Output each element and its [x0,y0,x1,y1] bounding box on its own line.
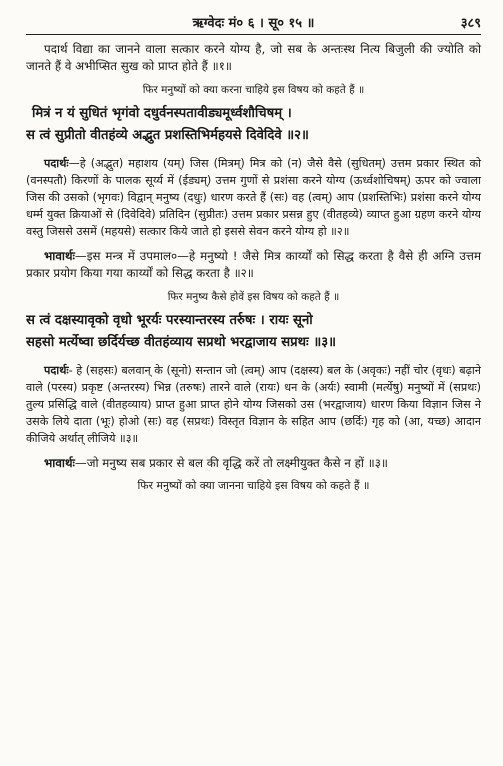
bhavartha-text: —जो मनुष्य सब प्रकार से बल की वृद्धि करें तो लक्ष्मीयुक्त कैसे न हों ॥३॥ [74,456,388,470]
padartha-text: - हे (सहसः) बलवान् के (सूनो) सन्तान जो (त्वम्) आप (दक्षस्य) बल के (अवृकः) नहीं चोर (वृधः) बढ़ाने वाले (परस्य) प्रकृष्ट (अन्तरस्य) भिन्न (तरुषः) तारने वाले (रायः) धन के (अर्यः) स्वामी (मर्त्येषु) मनुष्यों में (सप्रथः) तुल्य प्रसिद्धि वाले (वीतहव्याय) प्राप्त हुआ प्राप्त होने योग्य जिसको उस (भरद्वाजाय) धारण किया विज्ञान जिस ने उसके लिये दाता (भूः) होओ (सः) वह (सप्रथः) विस्तृत विज्ञान के सहित आप (छर्दिः) गृह को (आ, यच्छ) आदान कीजिये अर्थात् लीजिये ॥३॥ [26,364,481,445]
mantra-line: स त्वं दक्षस्यावृको वृधो भूरर्यः परस्यान्तरस्य तर्रुषः । रायः सूनो [26,313,313,328]
page-header [26,10,481,35]
mantra-line: मित्रं न यं सुधितं भृगंवो दधुर्वनस्पतावीड्यमूर्ध्वशौचिषम् । [32,106,292,121]
padartha-label: पदार्थः [44,364,69,377]
bhavartha-paragraph [26,248,481,282]
running-head: ऋग्वेदः मं० ६ । सू० १५ ॥ [192,16,315,31]
verse-intro: फिर मनुष्यों को क्या करना चाहिये इस विषय को कहते हैं ॥ [142,84,365,96]
padartha-label: पदार्थः [44,157,69,170]
bhavartha-label: भावार्थः [44,456,75,470]
closing-intro: फिर मनुष्यों को क्या जानना चाहिये इस विषय को कहते हैं ॥ [137,479,370,492]
continuation-paragraph: पदार्थ विद्या का जानने वाला सत्कार करने योग्य है, जो सब के अन्तःस्थ नित्य बिजुली की ज्योति को जानते हैं वे अभीप्सित सुख को प्राप्त होते हैं ॥१॥ [26,42,481,73]
bhavartha-text: —इस मन्त्र में उपमाल०—हे मनुष्यो ! जैसे मित्र कार्य्यों को सिद्ध करता है वैसे ही अग्नि उत्तम प्रकार प्रयोग किया गया कार्य्यों को सिद्ध करता है ॥२॥ [26,249,481,280]
mantra-line: सहसो मर्त्येष्वा छर्दिर्यच्छ वीतहंव्याय सप्रथो भरद्वाजाय सप्रथः ॥३॥ [26,335,336,350]
bhavartha-label: भावार्थः [44,249,75,263]
page-number: ३८९ [460,16,481,31]
mantra-line: स त्वं सुप्रीतो वीतहंव्ये अद्भुत प्रशस्तिभिर्महयसे दिवेदिवे ॥२॥ [26,128,309,143]
mantra-verse-3 [26,310,481,354]
padartha-paragraph [26,362,481,447]
bhavartha-paragraph [26,455,481,472]
padartha-paragraph [26,155,481,240]
mantra-verse-2 [26,103,481,147]
padartha-text: —हे (अद्भुत) महाशय (यम्) जिस (मित्रम्) मित्र को (न) जैसे वैसे (सुधितम्) उत्तम प्रकार स्थित को (वनस्पतौ) किरणों के पालक सूर्य्य में (ईड्यम्) उत्तम गुणों से प्रशंसा करने योग्य (ऊर्ध्वशोचिषम्) ऊपर को ज्वाला जिस की उसको (भृगवः) विद्वान् मनुष्य (दधुः) धारण करते हैं (सः) वह (त्वम्) आप (प्रशस्तिभिः) प्रशंसा करने योग्य धर्म्म युक्त क्रियाओं से (दिवेदिवे) प्रतिदिन (सुप्रीतः) उत्तम प्रकार प्रसन्न हुए (वीतहव्ये) व्याप्त हुआ ग्रहण करने योग्य वस्तु जिससे उसमें (महयसे) सत्कार किये जाते हो इससे सेवन करने योग्य हो ॥२॥ [26,157,481,238]
verse-intro: फिर मनुष्य कैसे होवें इस विषय को कहते हैं ॥ [167,291,340,303]
